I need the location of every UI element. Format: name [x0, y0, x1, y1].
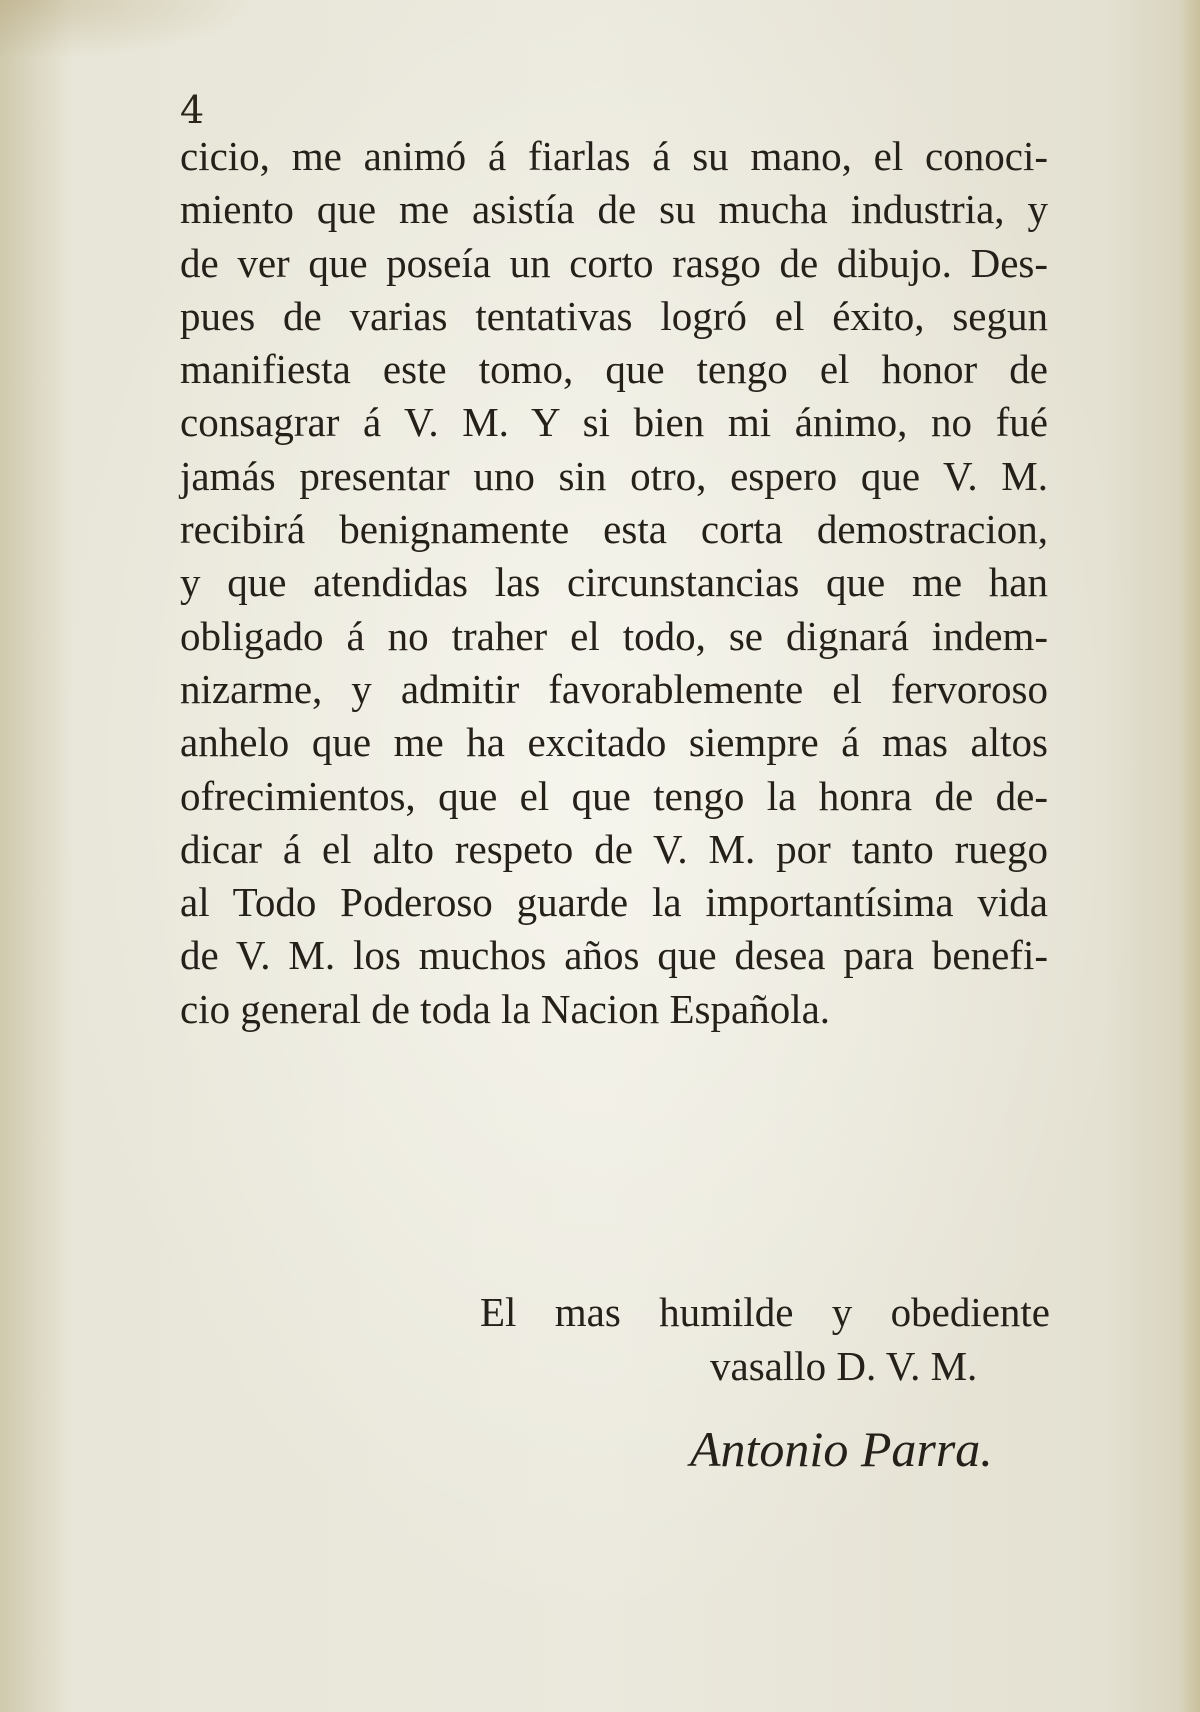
text-line: pues de varias tentativas logró el éxito, segun — [180, 292, 1048, 339]
text-line: jamás presentar uno sin otro, espero que V. M. — [180, 452, 1048, 499]
page-edge — [1178, 0, 1200, 1712]
text-line: ofrecimientos, que el que tengo la honra de de- — [180, 772, 1048, 819]
text-line: obligado á no traher el todo, se dignará indem- — [180, 612, 1048, 659]
text-line: de V. M. los muchos años que desea para benefi- — [180, 932, 1048, 979]
text-line: al Todo Poderoso guarde la importantísima vida — [180, 879, 1048, 926]
text-line: de ver que poseía un corto rasgo de dibujo. Des- — [180, 239, 1048, 286]
text-line: cicio, me animó á fiarlas á su mano, el conoci- — [180, 133, 1048, 179]
closing-line: vasallo D. V. M. — [710, 1343, 978, 1389]
text-line: nizarme, y admitir favorablemente el fervoroso — [180, 665, 1048, 712]
signature: Antonio Parra. — [690, 1421, 993, 1477]
body-text — [180, 130, 1048, 1036]
text-line: consagrar á V. M. Y si bien mi ánimo, no fué — [180, 399, 1048, 446]
paper-stain — [0, 0, 260, 60]
page-number: 4 — [180, 88, 205, 132]
text-line: manifiesta este tomo, que tengo el honor de — [180, 346, 1048, 393]
text-line: anhelo que me ha excitado siempre á mas altos — [180, 719, 1048, 766]
text-line: dicar á el alto respeto de V. M. por tanto ruego — [180, 825, 1048, 872]
closing-formula — [480, 1285, 1050, 1393]
text-line: recibirá benignamente esta corta demostracion, — [180, 506, 1048, 553]
text-line: miento que me asistía de su mucha industria, y — [180, 186, 1048, 233]
text-line: y que atendidas las circunstancias que me han — [180, 559, 1048, 606]
text-line: cio general de toda la Nacion Española. — [180, 985, 831, 1032]
closing-line: El mas humilde y obediente — [480, 1289, 1050, 1335]
